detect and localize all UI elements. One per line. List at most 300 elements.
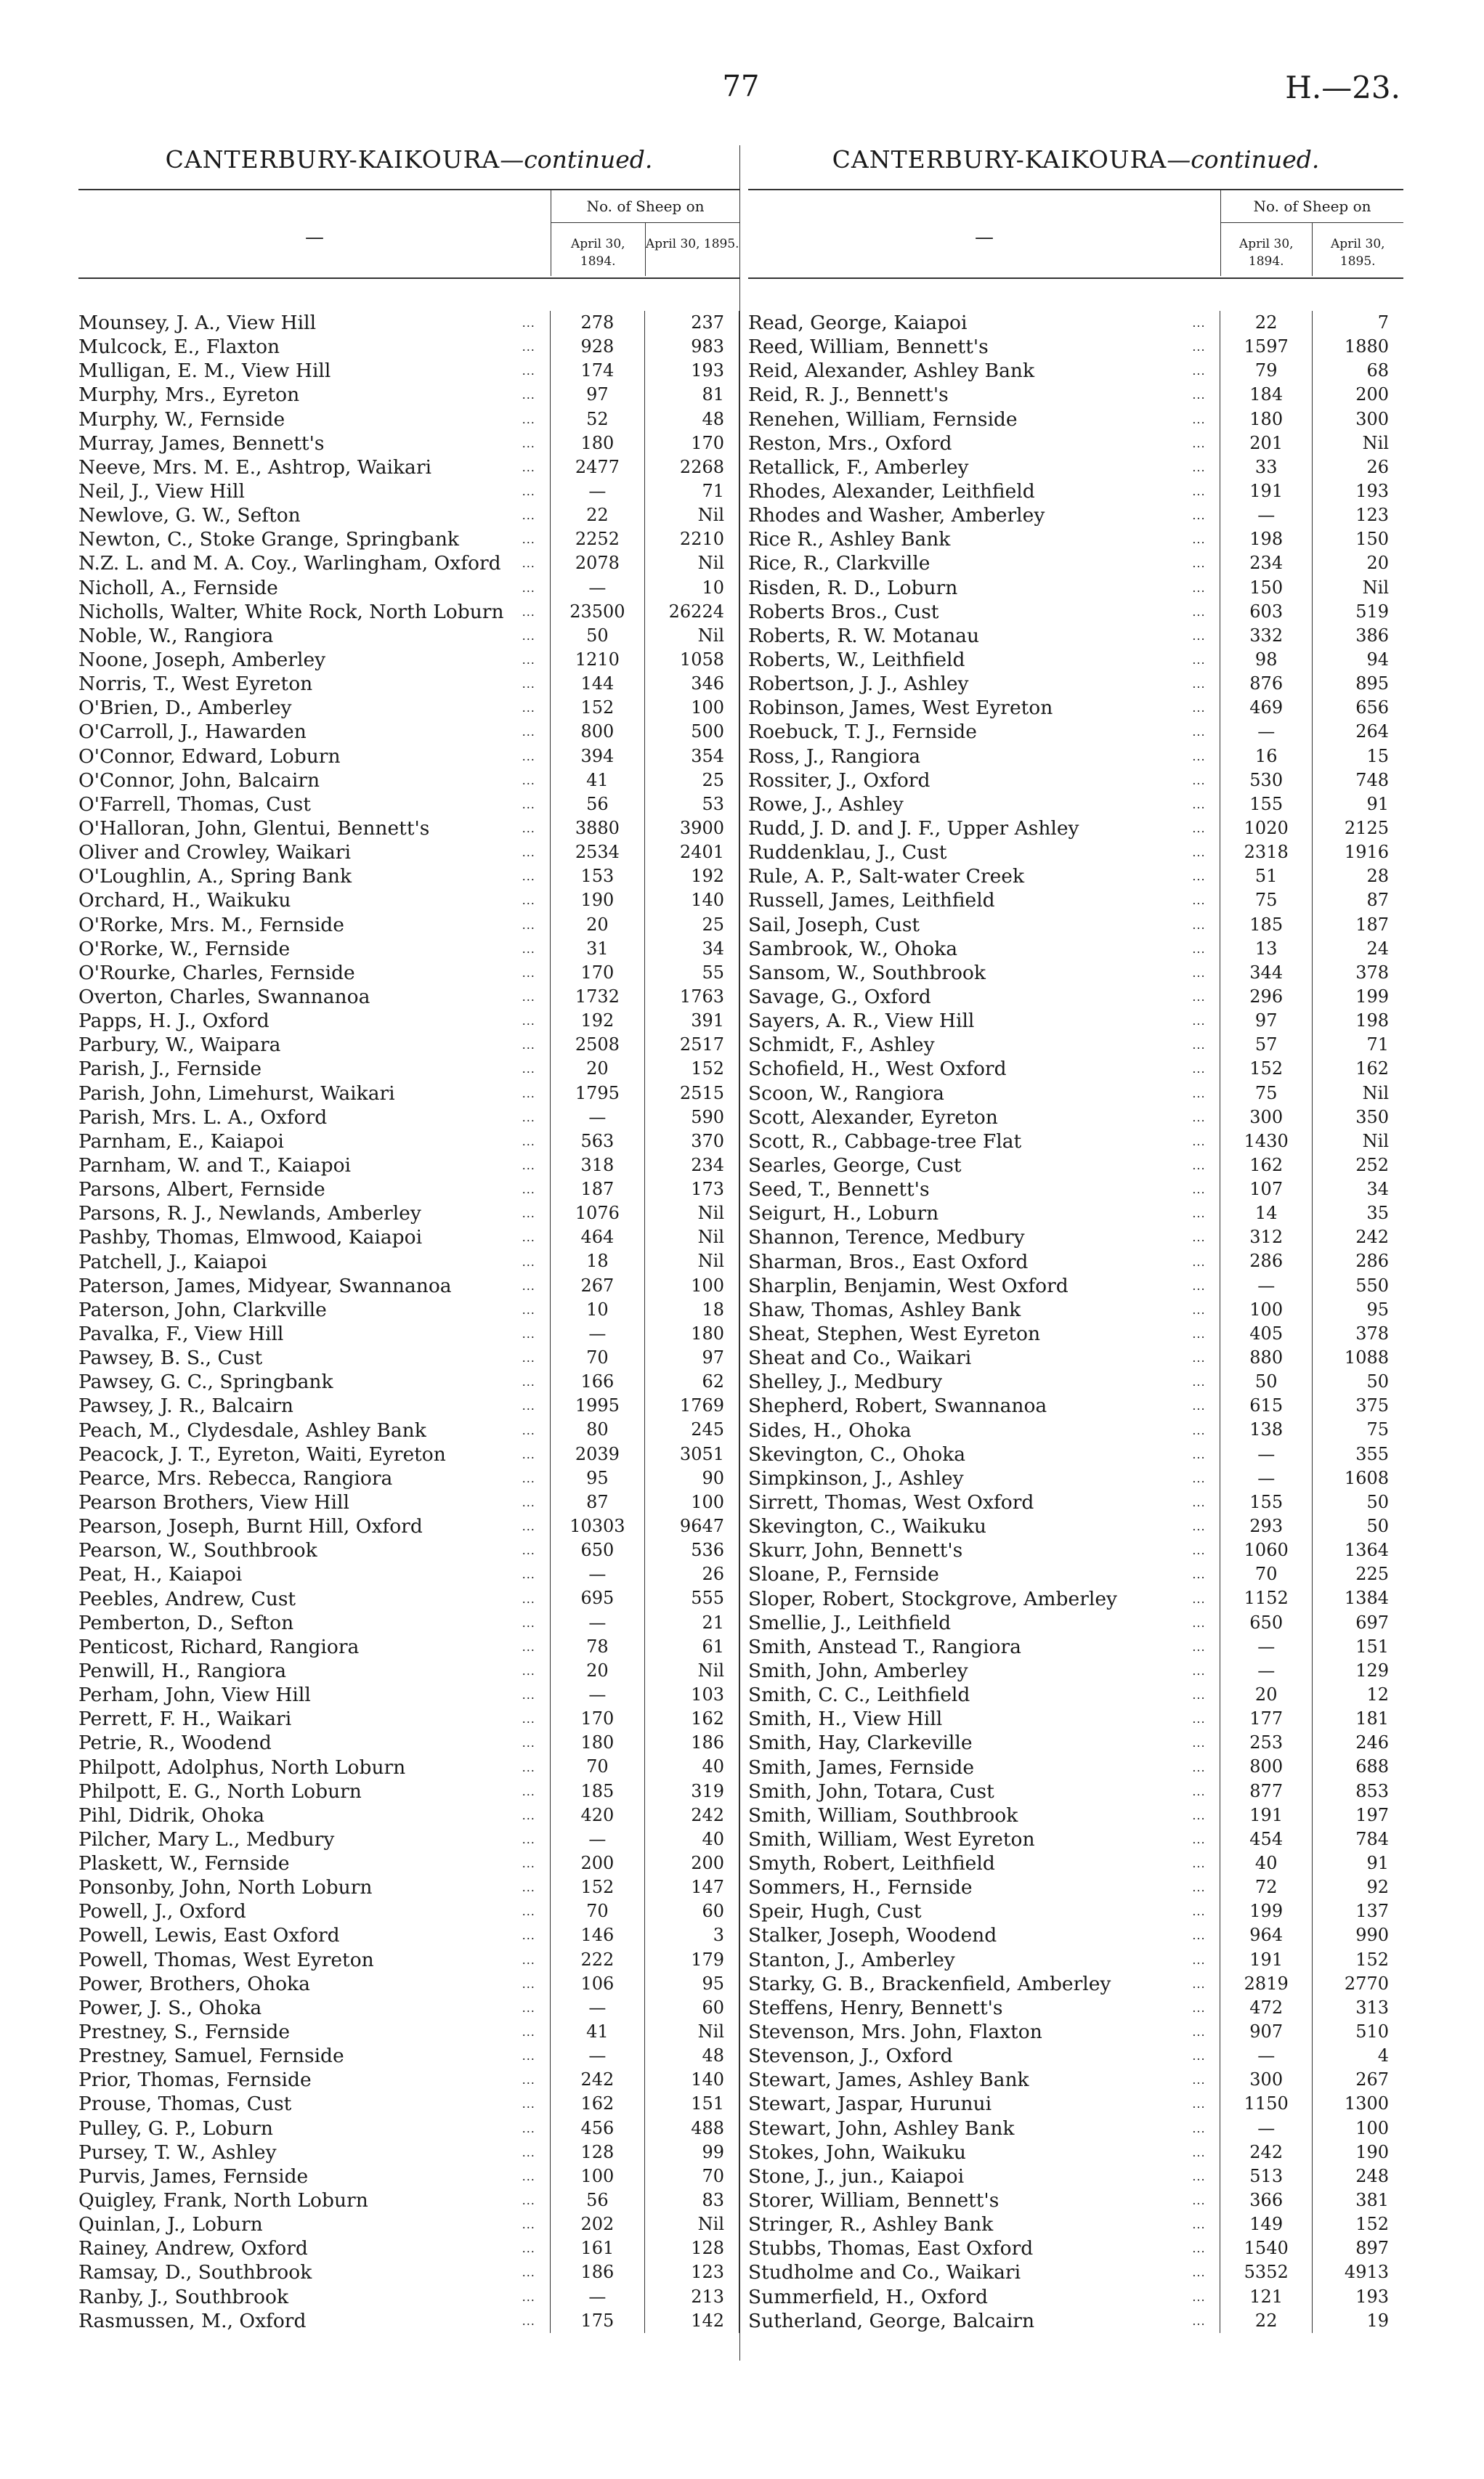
table-row [78, 1346, 739, 1370]
table-row [748, 455, 1403, 479]
sheep-count-1894: 20 [550, 1659, 645, 1683]
owner-name: Parish, J., Fernside [78, 1058, 262, 1081]
sheep-count-1894: 100 [1220, 1298, 1312, 1322]
table-row [78, 359, 739, 383]
owner-name: Sirrett, Thomas, West Oxford [748, 1490, 1034, 1514]
sheep-count-1895: 92 [1312, 1875, 1403, 1899]
sheep-count-1895: 536 [644, 1538, 739, 1562]
table-row [748, 1033, 1403, 1057]
owner-name: Paterson, James, Midyear, Swannanoa [78, 1274, 452, 1297]
sheep-count-1894: — [550, 1996, 645, 2020]
sheep-count-1895: 129 [1312, 1659, 1403, 1683]
owner-name: Peat, H., Kaiapoi [78, 1563, 243, 1586]
table-row [748, 2236, 1403, 2260]
sheep-count-1895: 375 [1312, 1394, 1403, 1418]
owner-name: Newton, C., Stoke Grange, Springbank [78, 528, 459, 551]
owner-name: Mulligan, E. M., View Hill [78, 360, 331, 383]
sheep-count-1895: 3051 [644, 1443, 739, 1466]
owner-name: Newlove, G. W., Sefton [78, 504, 301, 527]
sheep-count-1894: 202 [550, 2212, 645, 2236]
owner-name: Papps, H. J., Oxford [78, 1010, 269, 1033]
table-row [78, 1082, 739, 1105]
sheep-count-1894: — [550, 1562, 645, 1586]
table-row [78, 1322, 739, 1346]
table-row [748, 1562, 1403, 1586]
leader-dots: ... [1192, 508, 1206, 523]
sheep-count-1894: 278 [550, 311, 645, 335]
sheep-count-1895: 983 [644, 335, 739, 359]
leader-dots: ... [522, 1447, 535, 1461]
leader-dots: ... [522, 653, 535, 668]
sheep-count-1894: 10 [550, 1298, 645, 1322]
sheep-count-1895: 688 [1312, 1755, 1403, 1779]
sheep-count-1895: 150 [1312, 527, 1403, 551]
table-row [78, 792, 739, 816]
table-row [78, 1707, 739, 1731]
owner-name: Powell, Lewis, East Oxford [78, 1924, 340, 1947]
sheep-count-1894: 20 [550, 1057, 645, 1081]
table-row [748, 576, 1403, 600]
sheep-count-1895: 1058 [644, 648, 739, 672]
sheep-count-1895: 370 [644, 1129, 739, 1153]
table-row [748, 2020, 1403, 2044]
owner-name: Prestney, S., Fernside [78, 2021, 291, 2044]
sheep-count-1894: 286 [1220, 1249, 1312, 1273]
leader-dots: ... [1192, 845, 1206, 860]
leader-dots: ... [1192, 1134, 1206, 1148]
leader-dots: ... [522, 1351, 535, 1366]
sheep-count-1895: 2268 [644, 455, 739, 479]
table-row [748, 2164, 1403, 2188]
left-table-body [78, 311, 739, 2333]
leader-dots: ... [1192, 1447, 1206, 1461]
sheep-count-1895: 990 [1312, 1923, 1403, 1947]
sheep-count-1894: 41 [550, 2020, 645, 2044]
leader-dots: ... [522, 388, 535, 402]
leader-dots: ... [1192, 1952, 1206, 1967]
sheep-count-1895: 2210 [644, 527, 739, 551]
sheep-count-1895: 510 [1312, 2020, 1403, 2044]
sheep-count-1894: 964 [1220, 1923, 1312, 1947]
table-row [748, 527, 1403, 551]
sheep-count-1894: 180 [550, 431, 645, 455]
table-row [78, 1996, 739, 2020]
sheep-count-1895: 128 [644, 2236, 739, 2260]
sheep-count-1894: 175 [550, 2309, 645, 2333]
owner-name: Peacock, J. T., Eyreton, Waiti, Eyreton [78, 1443, 446, 1466]
leader-dots: ... [1192, 1302, 1206, 1317]
leader-dots: ... [1192, 1495, 1206, 1509]
sheep-count-1895: 87 [1312, 888, 1403, 912]
leader-dots: ... [522, 1760, 535, 1774]
leader-dots: ... [1192, 1591, 1206, 1606]
sheep-count-1894: 344 [1220, 961, 1312, 985]
table-row [748, 2309, 1403, 2333]
sheep-count-1894: 180 [1220, 407, 1312, 431]
owner-name: Nicholl, A., Fernside [78, 576, 278, 599]
sheep-count-1894: — [550, 2044, 645, 2068]
sheep-count-1894: 72 [1220, 1875, 1312, 1899]
owner-name: Neeve, Mrs. M. E., Ashtrop, Waikari [78, 455, 431, 479]
sheep-count-1895: 197 [1312, 1804, 1403, 1827]
owner-name: Philpott, E. G., North Loburn [78, 1780, 362, 1803]
sheep-count-1894: 51 [1220, 864, 1312, 888]
table-row [78, 937, 739, 961]
leader-dots: ... [522, 1206, 535, 1221]
leader-dots: ... [522, 532, 535, 547]
sheep-count-1894: 312 [1220, 1225, 1312, 1249]
owner-name: Pearson Brothers, View Hill [78, 1490, 349, 1514]
table-row [78, 1129, 739, 1153]
table-row [78, 1249, 739, 1273]
sheep-count-1895: 4913 [1312, 2260, 1403, 2284]
leader-dots: ... [1192, 1832, 1206, 1846]
sheep-count-1894: 155 [1220, 1490, 1312, 1514]
sheep-count-1894: 907 [1220, 2020, 1312, 2044]
owner-name: Steffens, Henry, Bennett's [748, 1996, 1003, 2019]
left-title-suffix: —continued. [500, 145, 653, 174]
sheep-count-1894: 70 [1220, 1562, 1312, 1586]
leader-dots: ... [1192, 2289, 1206, 2304]
sheep-count-1895: 1763 [644, 985, 739, 1009]
left-title-text: CANTERBURY-KAIKOURA [165, 145, 500, 174]
owner-name: Ramsay, D., Southbrook [78, 2261, 312, 2284]
table-row [748, 1827, 1403, 1851]
owner-name: O'Carroll, J., Hawarden [78, 721, 307, 744]
sheep-count-1895: 50 [1312, 1514, 1403, 1538]
table-row [78, 311, 739, 335]
sheep-count-1895: 53 [644, 792, 739, 816]
owner-name: Rule, A. P., Salt-water Creek [748, 865, 1025, 888]
sheep-count-1895: 19 [1312, 2309, 1403, 2333]
sheep-count-1895: 28 [1312, 864, 1403, 888]
leader-dots: ... [1192, 2121, 1206, 2135]
leader-dots: ... [522, 701, 535, 715]
sheep-count-1895: 192 [644, 864, 739, 888]
sheep-count-1895: Nil [644, 1659, 739, 1683]
owner-name: Stevenson, J., Oxford [748, 2045, 953, 2068]
owner-name: Smyth, Robert, Leithfield [748, 1852, 995, 1875]
sheep-count-1894: 394 [550, 744, 645, 768]
sheep-count-1895: 2770 [1312, 1972, 1403, 1996]
leader-dots: ... [1192, 1784, 1206, 1798]
owner-name: Sharplin, Benjamin, West Oxford [748, 1274, 1069, 1297]
owner-name: Skevington, C., Waikuku [748, 1515, 986, 1538]
table-row [78, 1033, 739, 1057]
owner-name: Savage, G., Oxford [748, 986, 931, 1008]
sheep-count-1895: 26 [1312, 455, 1403, 479]
table-row [78, 1875, 739, 1899]
leader-dots: ... [1192, 2265, 1206, 2280]
table-row [78, 431, 739, 455]
owner-name: Rice R., Ashley Bank [748, 528, 951, 551]
sheep-count-1894: 253 [1220, 1731, 1312, 1755]
owner-name: Searles, George, Cust [748, 1153, 962, 1177]
sheep-count-1894: — [550, 576, 645, 600]
table-row [78, 2117, 739, 2141]
sheep-count-1895: 100 [644, 1490, 739, 1514]
sheep-count-1894: 10303 [550, 1514, 645, 1538]
leader-dots: ... [522, 1134, 535, 1148]
owner-name: Shepherd, Robert, Swannanoa [748, 1395, 1047, 1418]
owner-name: Reid, R. J., Bennett's [748, 384, 949, 407]
owner-name: O'Farrell, Thomas, Cust [78, 792, 311, 816]
leader-dots: ... [522, 316, 535, 330]
sheep-count-1894: 152 [550, 1875, 645, 1899]
sheep-count-1894: 456 [550, 2117, 645, 2141]
sheep-count-1895: 199 [1312, 985, 1403, 1009]
sheep-count-1895: 91 [1312, 1851, 1403, 1875]
sheep-count-1894: 530 [1220, 768, 1312, 792]
sheep-count-1894: 2819 [1220, 1972, 1312, 1996]
table-row [78, 2236, 739, 2260]
leader-dots: ... [1192, 1760, 1206, 1774]
leader-dots: ... [1192, 316, 1206, 330]
owner-name: Sides, H., Ohoka [748, 1419, 912, 1442]
leader-dots: ... [1192, 1086, 1206, 1100]
owner-name: Smellie, J., Leithfield [748, 1611, 952, 1634]
sheep-count-1894: 98 [1220, 648, 1312, 672]
leader-dots: ... [522, 2025, 535, 2040]
table-row [748, 1225, 1403, 1249]
sheep-count-1895: 1088 [1312, 1346, 1403, 1370]
sheep-count-1895: 20 [1312, 551, 1403, 575]
sheep-count-1895: 2517 [644, 1033, 739, 1057]
leader-dots: ... [522, 2241, 535, 2256]
leader-dots: ... [1192, 2145, 1206, 2159]
sheep-count-1895: 1608 [1312, 1466, 1403, 1490]
table-row [78, 1827, 739, 1851]
right-column [748, 145, 1403, 2333]
sheep-count-1895: 50 [1312, 1490, 1403, 1514]
leader-dots: ... [522, 797, 535, 811]
table-row [78, 479, 739, 503]
leader-dots: ... [1192, 1471, 1206, 1485]
leader-dots: ... [522, 1471, 535, 1485]
sheep-count-1894: 150 [1220, 576, 1312, 600]
sheep-count-1895: 95 [1312, 1298, 1403, 1322]
leader-dots: ... [522, 893, 535, 908]
sheep-count-1895: 386 [1312, 624, 1403, 648]
leader-dots: ... [522, 845, 535, 860]
right-header-group-title: No. of Sheep on [1221, 190, 1403, 223]
leader-dots: ... [1192, 1230, 1206, 1245]
leader-dots: ... [522, 1567, 535, 1582]
sheep-count-1895: 71 [1312, 1033, 1403, 1057]
owner-name: Parish, John, Limehurst, Waikari [78, 1082, 395, 1105]
sheep-count-1894: — [1220, 1659, 1312, 1683]
sheep-count-1894: 603 [1220, 600, 1312, 624]
table-row [748, 1009, 1403, 1033]
leader-dots: ... [1192, 990, 1206, 1004]
sheep-count-1894: 107 [1220, 1177, 1312, 1201]
sheep-count-1895: 137 [1312, 1899, 1403, 1923]
table-row [748, 407, 1403, 431]
owner-name: Rice, R., Clarkville [748, 552, 930, 575]
sheep-count-1895: 186 [644, 1731, 739, 1755]
leader-dots: ... [1192, 1857, 1206, 1871]
leader-dots: ... [522, 1423, 535, 1437]
sheep-count-1895: 55 [644, 961, 739, 985]
sheep-count-1894: 31 [550, 937, 645, 961]
table-row [78, 1948, 739, 1972]
leader-dots: ... [1192, 1663, 1206, 1678]
table-row [748, 768, 1403, 792]
sheep-count-1895: 97 [644, 1346, 739, 1370]
sheep-count-1895: 173 [644, 1177, 739, 1201]
leader-dots: ... [522, 1110, 535, 1124]
sheep-count-1894: 1020 [1220, 816, 1312, 840]
sheep-count-1894: 300 [1220, 2068, 1312, 2092]
owner-name: Stokes, John, Waikuku [748, 2141, 966, 2164]
sheep-count-1894: 318 [550, 1153, 645, 1177]
table-row [78, 840, 739, 864]
sheep-count-1895: 2401 [644, 840, 739, 864]
sheep-count-1894: 162 [1220, 1153, 1312, 1177]
sheep-count-1894: 2318 [1220, 840, 1312, 864]
sheep-count-1895: 152 [1312, 1948, 1403, 1972]
leader-dots: ... [1192, 917, 1206, 932]
sheep-count-1895: 100 [1312, 2117, 1403, 2141]
owner-name: Paterson, John, Clarkville [78, 1298, 327, 1321]
owner-name: Rossiter, J., Oxford [748, 768, 930, 792]
owner-name: Russell, James, Leithfield [748, 889, 995, 912]
owner-name: Plaskett, W., Fernside [78, 1852, 290, 1875]
leader-dots: ... [522, 2218, 535, 2232]
leader-dots: ... [1192, 1904, 1206, 1919]
leader-dots: ... [1192, 1688, 1206, 1703]
table-row [748, 2188, 1403, 2212]
sheep-count-1894: 190 [550, 888, 645, 912]
leader-dots: ... [1192, 1543, 1206, 1558]
table-row [748, 1948, 1403, 1972]
sheep-count-1894: 20 [1220, 1683, 1312, 1707]
sheep-count-1894: 1150 [1220, 2092, 1312, 2116]
sheep-count-1894: 405 [1220, 1322, 1312, 1346]
leader-dots: ... [522, 1784, 535, 1798]
owner-name: Sloane, P., Fernside [748, 1563, 939, 1586]
sheep-count-1894: 161 [550, 2236, 645, 2260]
sheep-count-1895: 90 [644, 1466, 739, 1490]
owner-name: O'Connor, Edward, Loburn [78, 744, 341, 768]
sheep-count-1894: 242 [550, 2068, 645, 2092]
leader-dots: ... [522, 1880, 535, 1895]
table-row [78, 1780, 739, 1804]
table-row [78, 551, 739, 575]
table-row [748, 961, 1403, 985]
sheep-count-1895: 355 [1312, 1443, 1403, 1466]
sheep-count-1895: 550 [1312, 1274, 1403, 1298]
owner-name: O'Rorke, W., Fernside [78, 937, 291, 960]
leader-dots: ... [522, 990, 535, 1004]
sheep-count-1894: — [1220, 503, 1312, 527]
sheep-count-1894: 876 [1220, 672, 1312, 696]
leader-dots: ... [1192, 677, 1206, 691]
sheep-count-1895: 697 [1312, 1611, 1403, 1635]
owner-name: Norris, T., West Eyreton [78, 673, 313, 696]
leader-dots: ... [1192, 1110, 1206, 1124]
sheep-count-1895: 200 [644, 1851, 739, 1875]
owner-name: Roberts Bros., Cust [748, 600, 939, 623]
leader-dots: ... [1192, 1712, 1206, 1727]
leader-dots: ... [1192, 1880, 1206, 1895]
sheep-count-1894: — [1220, 1443, 1312, 1466]
leader-dots: ... [522, 1832, 535, 1846]
sheep-count-1894: 184 [1220, 383, 1312, 407]
leader-dots: ... [522, 1688, 535, 1703]
table-row [748, 2068, 1403, 2092]
sheep-count-1895: 48 [644, 407, 739, 431]
sheep-count-1894: 199 [1220, 1899, 1312, 1923]
table-row [748, 864, 1403, 888]
owner-name: Power, J. S., Ohoka [78, 1996, 262, 2019]
table-row [78, 816, 739, 840]
leader-dots: ... [1192, 1520, 1206, 1534]
owner-name: Sharman, Bros., East Oxford [748, 1250, 1029, 1273]
owner-name: Speir, Hugh, Cust [748, 1900, 922, 1923]
owner-name: Parnham, W. and T., Kaiapoi [78, 1153, 352, 1177]
sheep-count-1895: 162 [644, 1707, 739, 1731]
leader-dots: ... [522, 2049, 535, 2064]
sheep-count-1894: 87 [550, 1490, 645, 1514]
sheep-count-1895: Nil [644, 503, 739, 527]
leader-dots: ... [522, 1736, 535, 1750]
table-row [78, 913, 739, 937]
leader-dots: ... [1192, 1278, 1206, 1293]
table-row [78, 1731, 739, 1755]
leader-dots: ... [1192, 1062, 1206, 1076]
owner-name: Sansom, W., Southbrook [748, 961, 986, 984]
owner-name: Shelley, J., Medbury [748, 1371, 943, 1394]
sheep-count-1895: 354 [644, 744, 739, 768]
owner-name: Smith, Hay, Clarkeville [748, 1732, 973, 1755]
leader-dots: ... [1192, 1254, 1206, 1269]
table-row [748, 1490, 1403, 1514]
leader-dots: ... [1192, 2049, 1206, 2064]
leader-dots: ... [522, 1952, 535, 1967]
sheep-count-1894: — [1220, 2117, 1312, 2141]
owner-name: Pihl, Didrik, Ohoka [78, 1804, 265, 1827]
owner-name: Reed, William, Bennett's [748, 336, 989, 359]
sheep-count-1895: 179 [644, 1948, 739, 1972]
right-header-dash: — [975, 227, 994, 248]
sheep-count-1894: 80 [550, 1418, 645, 1442]
owner-name: Prestney, Samuel, Fernside [78, 2045, 344, 2068]
sheep-count-1895: 9647 [644, 1514, 739, 1538]
sheep-count-1894: 70 [550, 1899, 645, 1923]
table-row [78, 1659, 739, 1683]
table-row [78, 744, 739, 768]
sheep-count-1895: Nil [644, 1225, 739, 1249]
sheep-count-1895: Nil [644, 1201, 739, 1225]
owner-name: Sheat, Stephen, West Eyreton [748, 1322, 1041, 1345]
leader-dots: ... [1192, 2097, 1206, 2111]
owner-name: Rowe, J., Ashley [748, 792, 904, 816]
sheep-count-1894: — [550, 1105, 645, 1129]
table-row [748, 1538, 1403, 1562]
owner-name: Smith, C. C., Leithfield [748, 1684, 970, 1707]
right-title-suffix: —continued. [1167, 145, 1320, 174]
leader-dots: ... [1192, 1038, 1206, 1052]
leader-dots: ... [522, 1254, 535, 1269]
owner-name: Parish, Mrs. L. A., Oxford [78, 1105, 328, 1129]
leader-dots: ... [522, 2097, 535, 2111]
owner-name: Mulcock, E., Flaxton [78, 336, 280, 359]
owner-name: Pulley, G. P., Loburn [78, 2117, 273, 2140]
table-row [78, 335, 739, 359]
table-row [78, 1899, 739, 1923]
leader-dots: ... [1192, 604, 1206, 619]
